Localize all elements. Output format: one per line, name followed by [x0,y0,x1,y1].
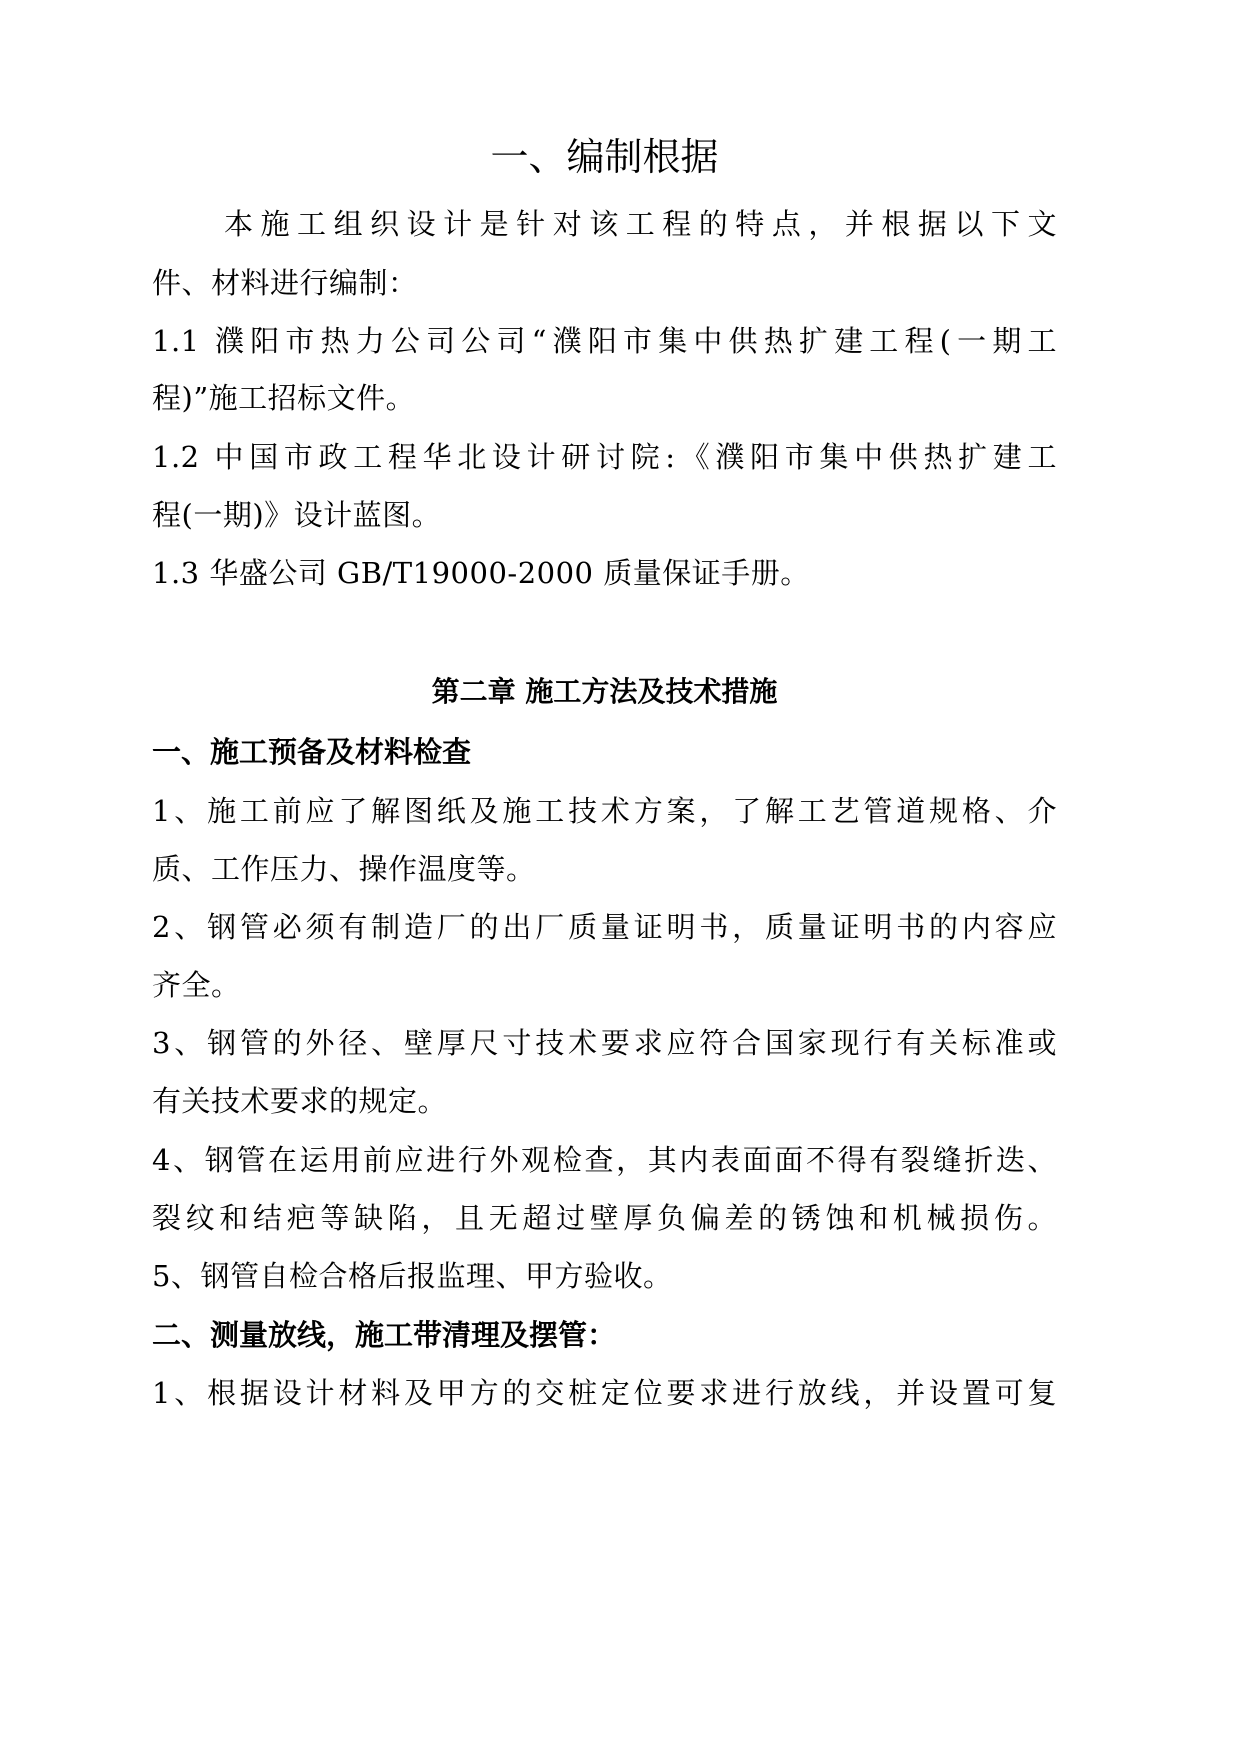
basis-item-2-line-1: 1.2 中国市政工程华北设计研讨院:《濮阳市集中供热扩建工 [152,440,1057,474]
part1-item-1-line-2: 质、工作压力、操作温度等。 [152,852,536,886]
part1-item-2-line-1: 2、钢管必须有制造厂的出厂质量证明书，质量证明书的内容应 [152,910,1057,944]
part2-heading: 二、测量放线，施工带清理及摆管： [152,1318,617,1352]
intro-paragraph-line-2: 件、材料进行编制： [152,266,418,300]
basis-item-1-line-2: 程)”施工招标文件。 [152,381,416,415]
section-title: 一、编制根据 [490,135,719,179]
part1-item-1-line-1: 1、施工前应了解图纸及施工技术方案，了解工艺管道规格、介 [152,794,1057,828]
part1-heading: 一、施工预备及材料检查 [152,735,472,769]
document-page [152,0,1057,1754]
basis-item-2-line-2: 程(一期)》设计蓝图。 [152,498,442,532]
part1-item-2-line-2: 齐全。 [152,968,241,1002]
part1-item-4-line-2: 裂纹和结疤等缺陷，且无超过壁厚负偏差的锈蚀和机械损伤。 [152,1201,1057,1235]
part1-item-3-line-1: 3、钢管的外径、壁厚尺寸技术要求应符合国家现行有关标准或 [152,1026,1057,1060]
intro-paragraph-line-1: 本施工组织设计是针对该工程的特点，并根据以下文 [224,207,1057,241]
part1-item-4-line-1: 4、钢管在运用前应进行外观检查，其内表面面不得有裂缝折迭、 [152,1143,1057,1177]
part1-item-3-line-2: 有关技术要求的规定。 [152,1084,448,1118]
basis-item-3: 1.3 华盛公司 GB/T19000-2000 质量保证手册。 [152,556,810,590]
chapter-title: 第二章 施工方法及技术措施 [431,675,778,708]
part2-item-1-line-1: 1、根据设计材料及甲方的交桩定位要求进行放线，并设置可复 [152,1376,1057,1410]
basis-item-1-line-1: 1.1 濮阳市热力公司公司“濮阳市集中供热扩建工程(一期工 [152,324,1057,358]
part1-item-5: 5、钢管自检合格后报监理、甲方验收。 [152,1259,673,1293]
